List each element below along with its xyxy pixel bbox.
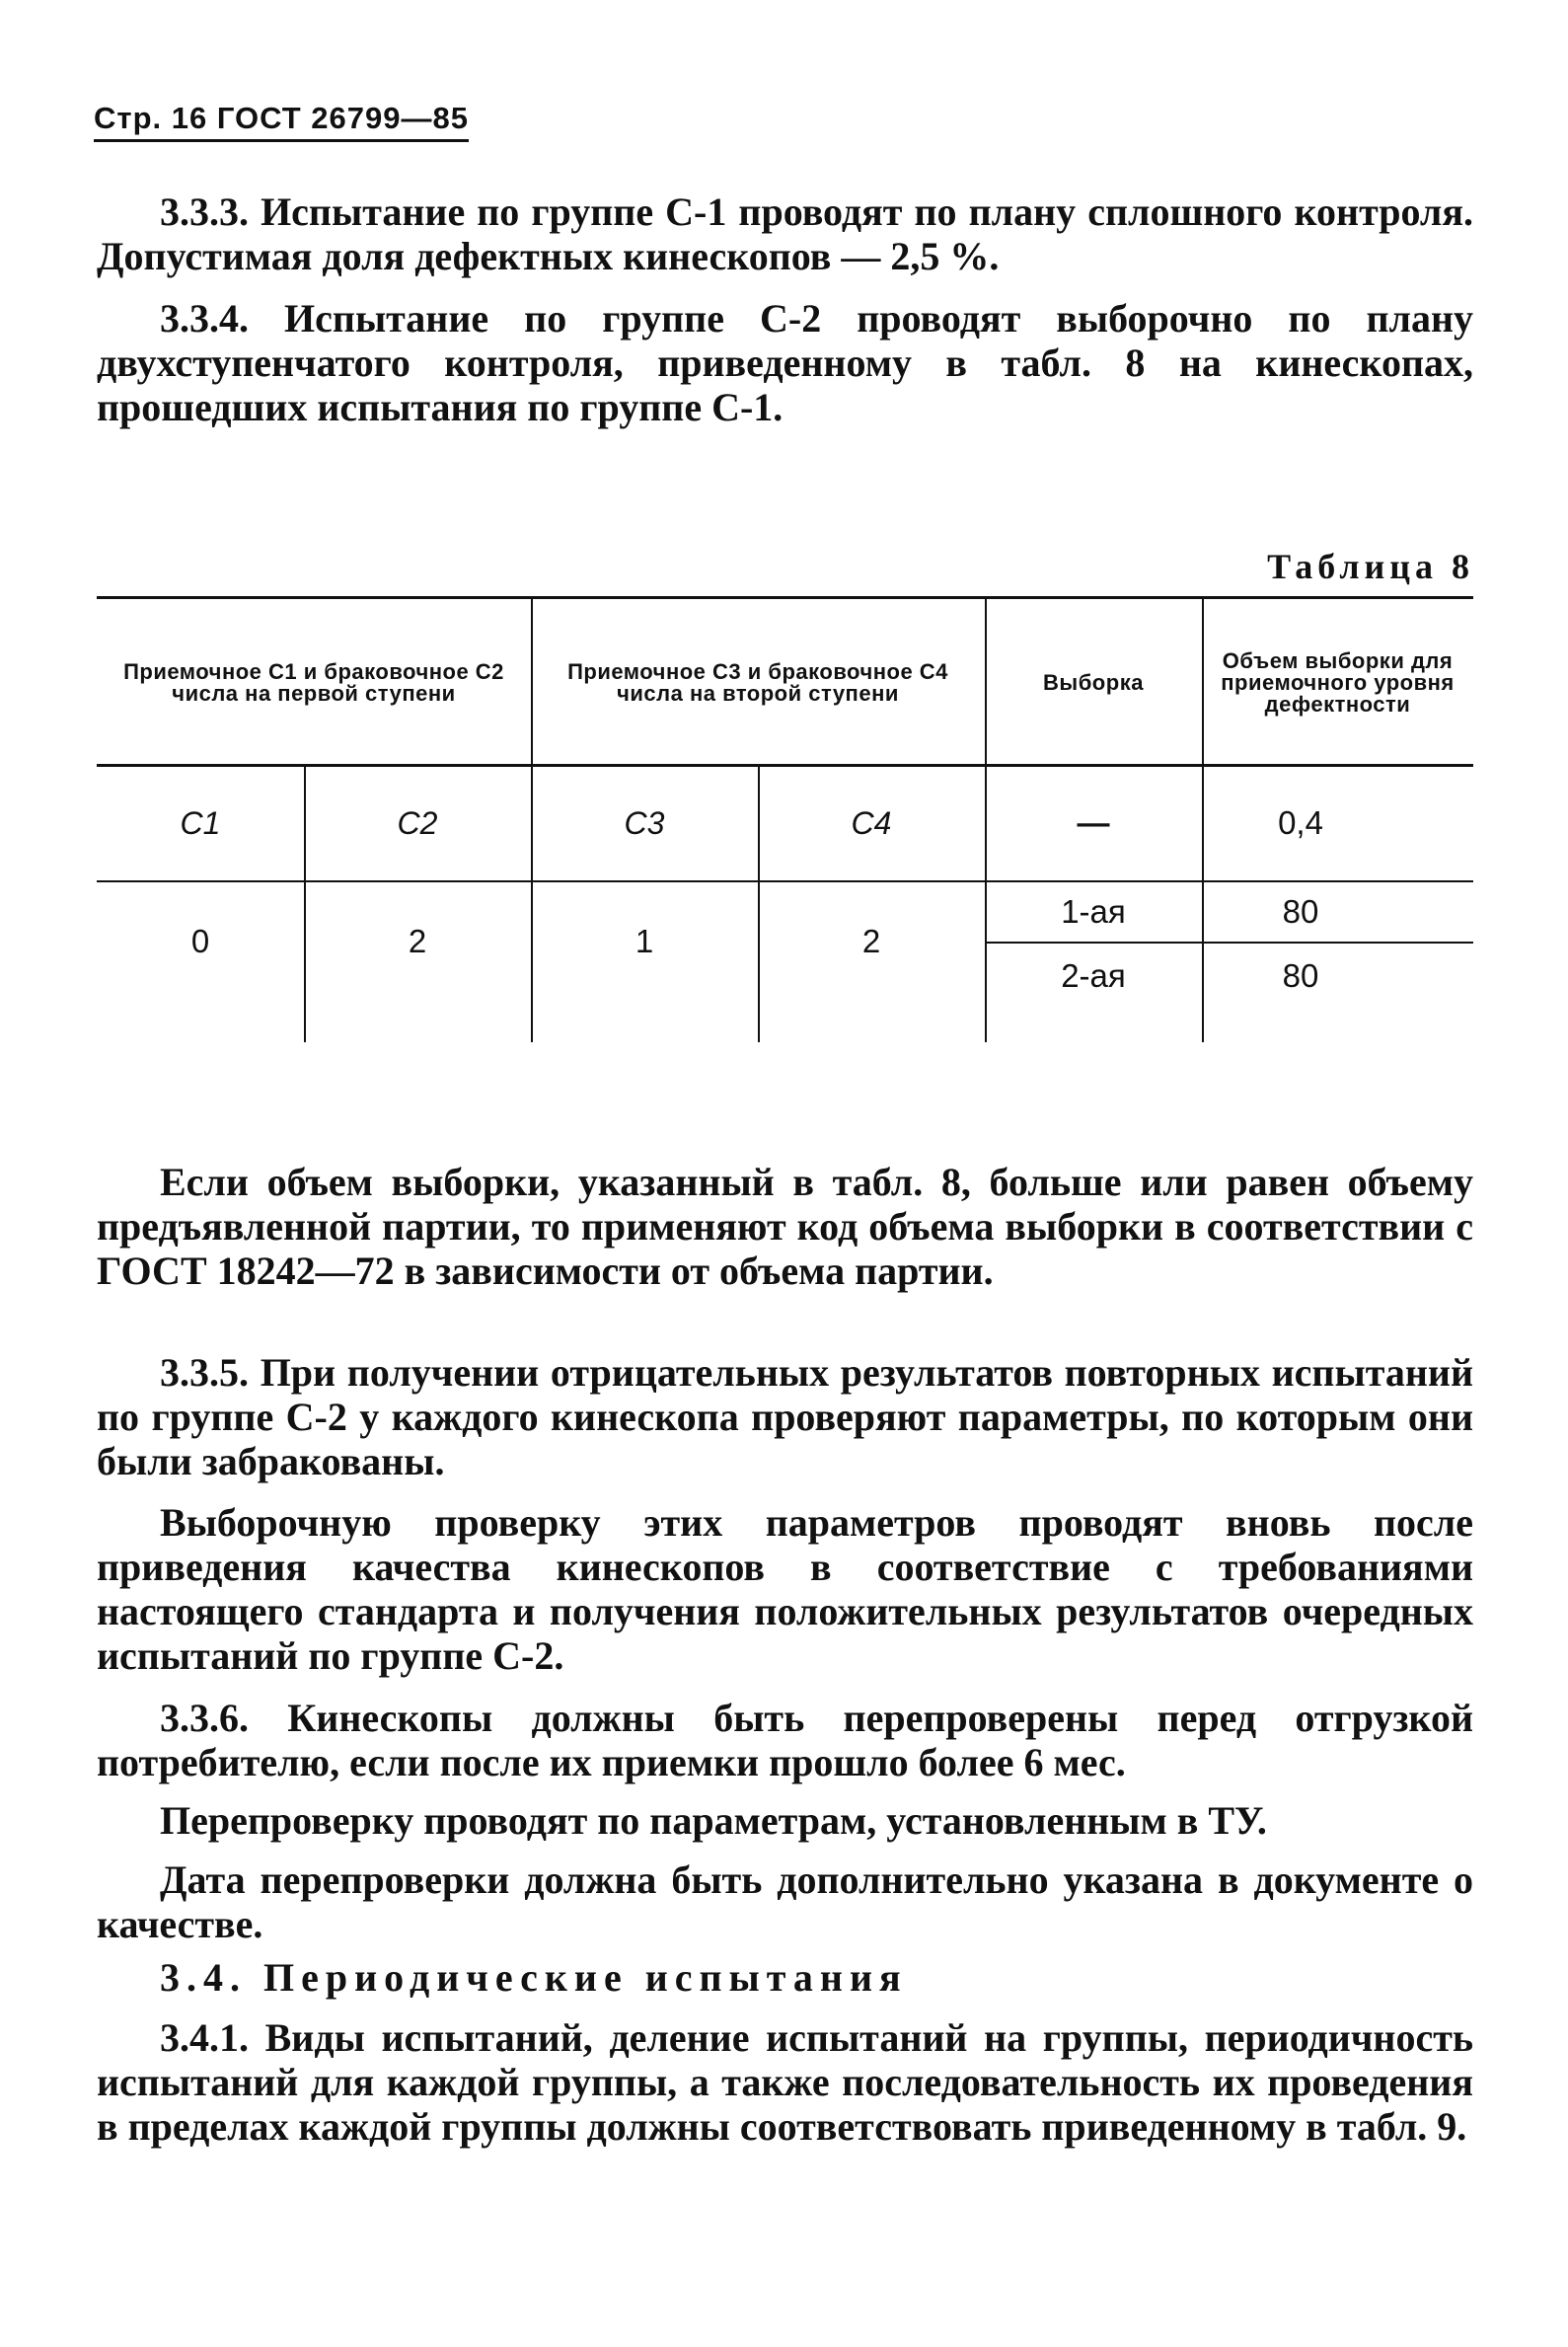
symbol-c3: C3 (624, 804, 665, 841)
paragraph-date-note: Дата перепроверки должна быть дополнительно указана в документе о качестве. (97, 1857, 1473, 1946)
paragraph-3-3-6: 3.3.6. Кинескопы должны быть перепроверены перед отгрузкой потребителю, если после их приемки прошло более 6 мес. (97, 1696, 1473, 1784)
table-top-rule (97, 596, 1473, 599)
header-rule (94, 139, 469, 142)
table-caption: Таблица 8 (1267, 547, 1474, 586)
paragraph-3-3-4: 3.3.4. Испытание по группе С-2 проводят выборочно по плану двухступенчатого контроля, приведенному в табл. 8 на кинескопах, прошедших испытания по группе С-1. (97, 296, 1473, 429)
paragraph-tu-check: Перепроверку проводят по параметрам, установленным в ТУ. (160, 1798, 1267, 1843)
page-header (94, 101, 469, 136)
acceptance-level: 0,4 (1278, 804, 1323, 841)
header-sample: Выборка (1043, 670, 1144, 695)
symbol-c2: C2 (397, 804, 438, 841)
header-first-stage: Приемочное C1 и браковочное C2 числа на первой ступени (123, 659, 504, 706)
paragraph-3-3-3: 3.3.3. Испытание по группе С-1 проводят по плану сплошного контроля. Допустимая доля дефектных кинескопов — 2,5 %. (97, 189, 1473, 278)
header-sample-volume: Объем выборки для приемочного уровня дефектности (1221, 648, 1455, 717)
value-c3: 1 (635, 923, 654, 959)
sample-dash: — (1077, 804, 1110, 841)
symbol-c4: C4 (851, 804, 892, 841)
symbol-c1: C1 (180, 804, 221, 841)
page-header-text: Стр. 16 ГОСТ 26799—85 (94, 101, 469, 135)
sample-first-label: 1-ая (1061, 893, 1126, 930)
paragraph-3-3-5: 3.3.5. При получении отрицательных результатов повторных испытаний по группе С-2 у каждого кинескопа проверяют параметры, по которым они были забракованы. (97, 1350, 1473, 1483)
value-c1: 0 (190, 923, 210, 959)
sample-second-label: 2-ая (1061, 957, 1126, 994)
table-vrule-2 (985, 596, 987, 764)
value-c4: 2 (861, 923, 881, 959)
paragraph-3-4-1: 3.4.1. Виды испытаний, деление испытаний на группы, периодичность испытаний для каждой группы, а также последовательность их проведения в пределах каждой группы должны соответствовать приведенному в табл. 9. (97, 2015, 1473, 2149)
paragraph-sample-volume: Если объем выборки, указанный в табл. 8, больше или равен объему предъявленной партии, то применяют код объема выборки в соответствии с ГОСТ 18242—72 в зависимости от объема партии. (97, 1160, 1473, 1293)
header-second-stage: Приемочное C3 и браковочное C4 числа на второй ступени (567, 659, 948, 706)
section-title: 3.4. Периодические испытания (160, 1955, 908, 2000)
value-c2: 2 (408, 923, 427, 959)
sample-first-volume: 80 (1282, 893, 1319, 930)
paragraph-reinspection: Выборочную проверку этих параметров проводят вновь после приведения качества кинескопов в соответствие с требованиями настоящего стандарта и получения положительных результатов очередных испытаний по группе С-2. (97, 1500, 1473, 1678)
table-vrule-1 (531, 596, 533, 764)
table-8 (97, 596, 1473, 1042)
table-vrule-3 (1202, 596, 1204, 764)
sample-second-volume: 80 (1282, 957, 1319, 994)
